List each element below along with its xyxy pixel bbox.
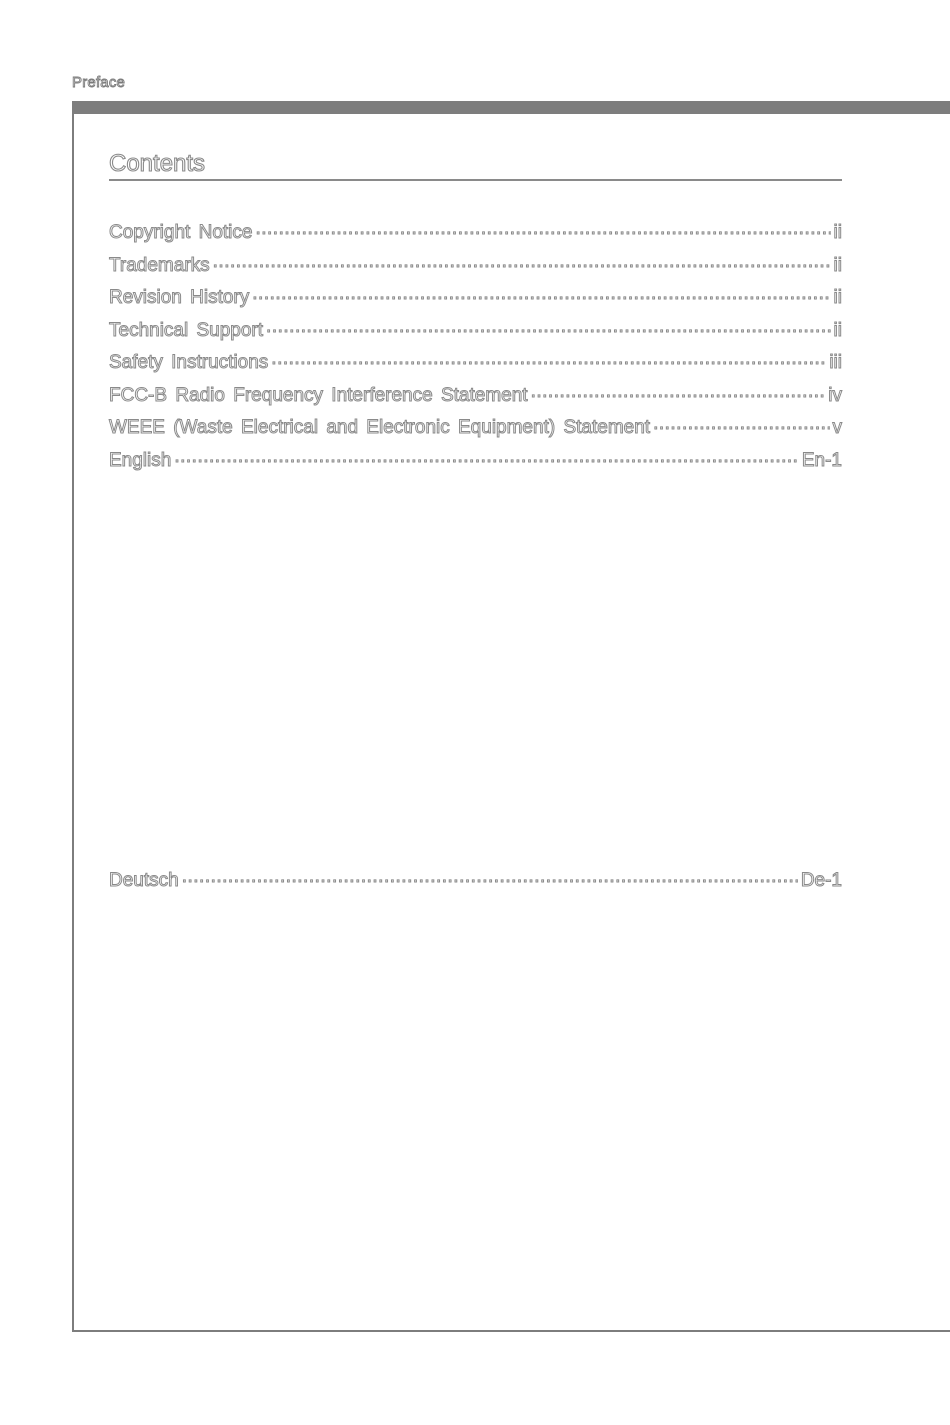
toc-entry-technical-support[interactable] <box>109 317 842 350</box>
toc-entry-page: En-1 <box>801 449 842 471</box>
toc-entry-label: Revision History <box>109 287 250 308</box>
toc-list-languages <box>109 867 842 900</box>
toc-entry-label: Safety Instructions <box>109 352 269 373</box>
toc-entry-label: Technical Support <box>109 319 264 341</box>
toc-leader-dots <box>174 447 799 466</box>
running-header: Preface <box>72 74 126 91</box>
toc-entry-trademarks[interactable] <box>109 252 842 285</box>
toc-entry-page: ii <box>833 287 842 308</box>
toc-list <box>109 219 842 479</box>
toc-entry-page: iv <box>828 384 842 406</box>
toc-leader-dots <box>653 414 829 433</box>
toc-leader-dots <box>266 317 831 336</box>
toc-leader-dots <box>271 349 826 368</box>
header-bar <box>72 101 950 114</box>
toc-leader-dots <box>182 867 798 886</box>
toc-leader-dots <box>213 252 831 271</box>
toc-entry-page: iii <box>829 352 842 373</box>
toc-entry-weee-statement[interactable] <box>109 414 842 447</box>
toc-entry-label: WEEE (Waste Electrical and Electronic Equipment) Statement <box>109 417 651 438</box>
toc-entry-label: Trademarks <box>109 254 210 276</box>
toc-entry-label: English <box>109 449 172 471</box>
toc-entry-page: v <box>832 417 842 438</box>
toc-entry-english[interactable] <box>109 447 842 480</box>
toc-leader-dots <box>252 284 830 303</box>
toc-entry-deutsch[interactable] <box>109 867 842 900</box>
toc-entry-label: Deutsch <box>109 870 179 891</box>
contents-title: Contents <box>109 150 206 177</box>
toc-leader-dots <box>255 219 830 238</box>
toc-entry-label: FCC-B Radio Frequency Interference Statement <box>109 384 528 406</box>
toc-entry-fcc-statement[interactable] <box>109 382 842 415</box>
toc-entry-page: ii <box>833 319 842 341</box>
toc-entry-copyright-notice[interactable] <box>109 219 842 252</box>
toc-entry-page: De-1 <box>800 870 842 891</box>
title-rule <box>109 179 842 181</box>
toc-entry-label: Copyright Notice <box>109 222 253 243</box>
toc-entry-revision-history[interactable] <box>109 284 842 317</box>
toc-entry-page: ii <box>833 222 842 243</box>
toc-leader-dots <box>531 382 826 401</box>
toc-entry-page: ii <box>833 254 842 276</box>
toc-entry-safety-instructions[interactable] <box>109 349 842 382</box>
